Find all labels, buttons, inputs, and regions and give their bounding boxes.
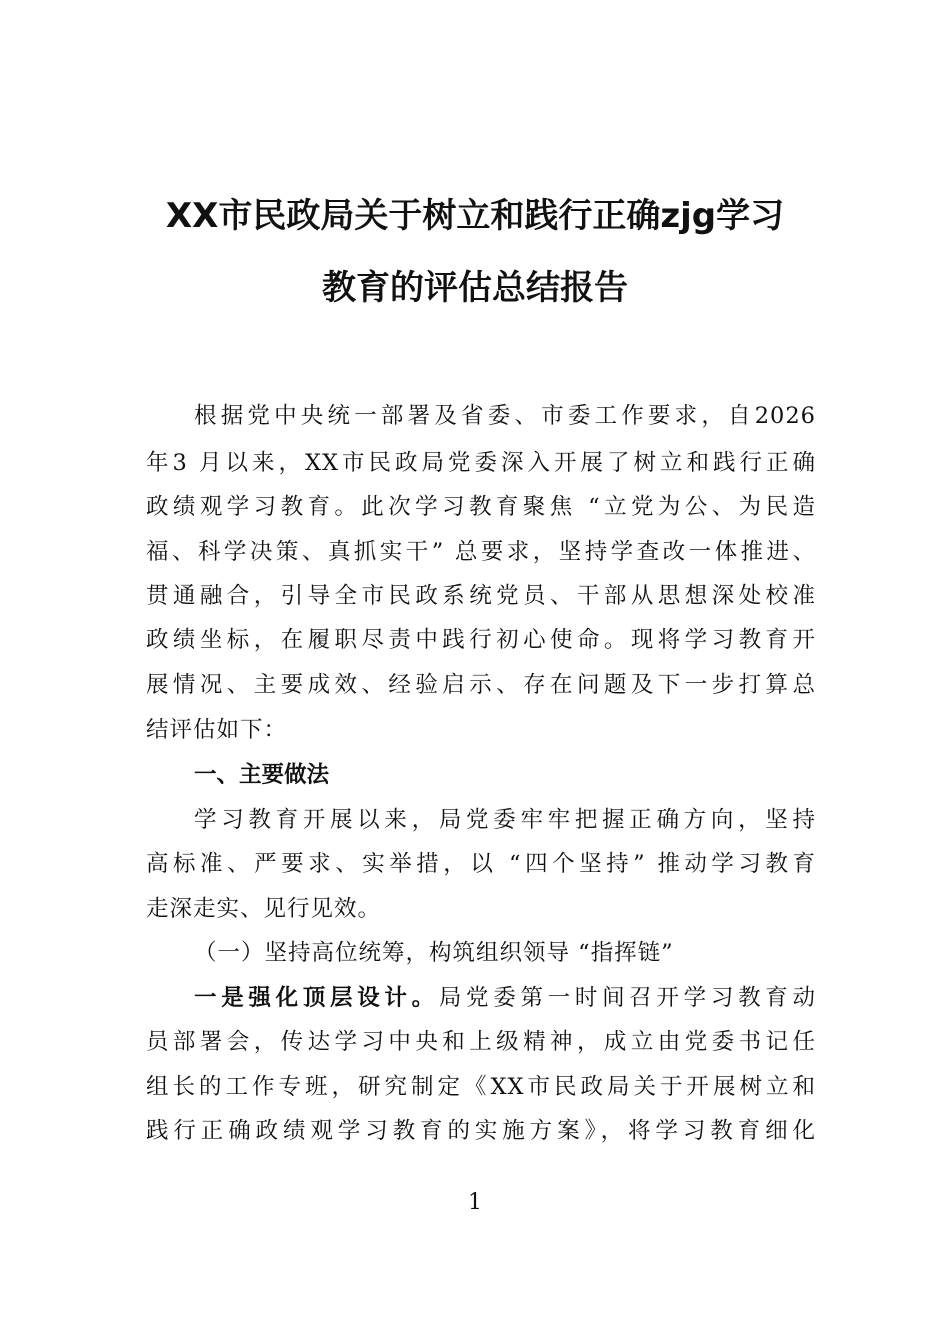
intro-line-1: 根据党中央统一部署及省委、市委工作要求，自2026 — [194, 403, 816, 429]
point1-line-2: 员部署会，传达学习中央和上级精神，成立由党委书记任 — [146, 1029, 816, 1055]
page-number: 1 — [468, 1190, 482, 1215]
intro-line-6: 政绩坐标，在履职尽责中践行初心使命。现将学习教育开 — [146, 627, 816, 653]
intro-line-2: 年3 月以来，XX市民政局党委深入开展了树立和践行正确 — [146, 450, 816, 476]
point1-first-line — [194, 983, 816, 1013]
point1-first-line-rest: 局党委第一时间召开学习教育动 — [438, 985, 816, 1011]
document-title-line-2: 教育的评估总结报告 — [322, 268, 628, 308]
subsection-heading-1: （一）坚持高位统筹，构筑组织领导 “指挥链” — [194, 940, 674, 966]
intro-line-3: 政绩观学习教育。此次学习教育聚焦 “立党为公、为民造 — [146, 494, 816, 520]
point1-lead-text: 一是强化顶层设计。 — [194, 985, 439, 1011]
intro-line-4: 福、科学决策、真抓实干” 总要求，坚持学查改一体推进、 — [146, 539, 816, 565]
section-heading-main-practices: 一、主要做法 — [194, 762, 330, 788]
intro-line-7: 展情况、主要成效、经验启示、存在问题及下一步打算总 — [146, 672, 816, 698]
section1-line-1: 学习教育开展以来，局党委牢牢把握正确方向，坚持 — [194, 807, 816, 833]
point1-line-3: 组长的工作专班，研究制定《XX市民政局关于开展树立和 — [146, 1074, 816, 1100]
document-title-line-1: XX市民政局关于树立和践行正确zjg学习 — [165, 196, 785, 236]
section1-line-2: 高标准、严要求、实举措，以 “四个坚持” 推动学习教育 — [146, 851, 816, 877]
point1-line-4: 践行正确政绩观学习教育的实施方案》，将学习教育细化 — [146, 1118, 816, 1144]
section1-line-3: 走深走实、见行见效。 — [146, 896, 382, 922]
intro-line-8: 结评估如下： — [146, 717, 288, 743]
intro-line-5: 贯通融合，引导全市民政系统党员、干部从思想深处校准 — [146, 583, 816, 609]
